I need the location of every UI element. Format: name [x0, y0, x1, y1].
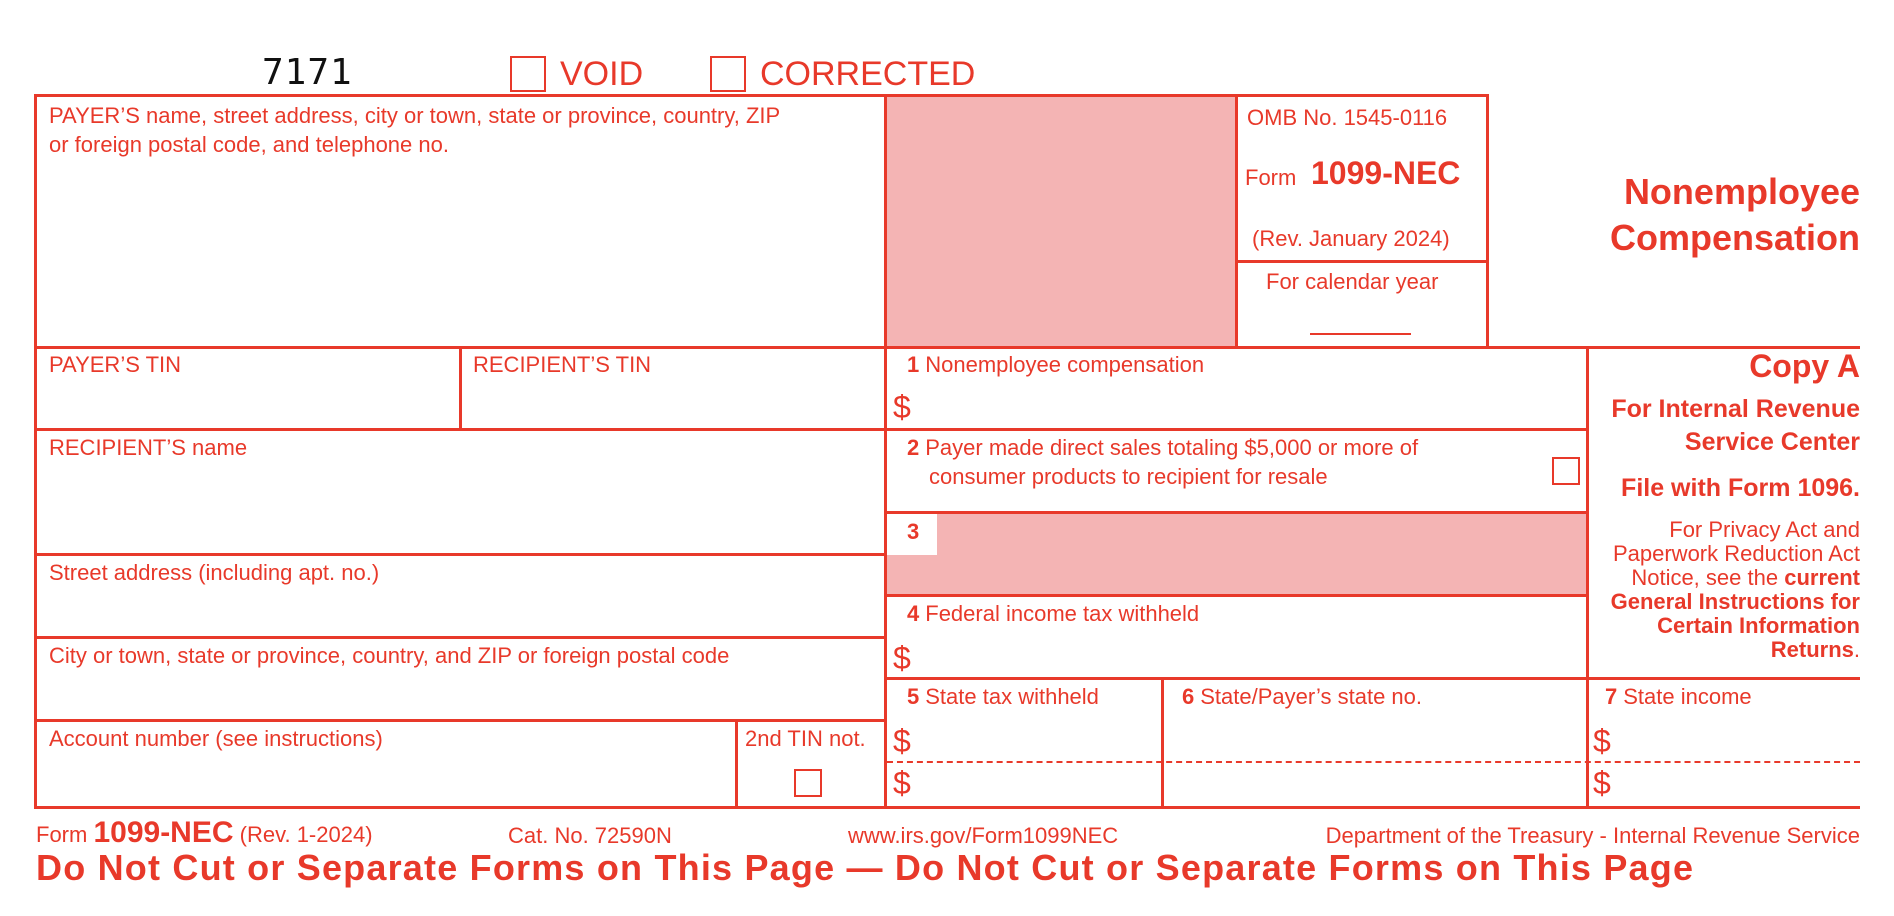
- box5-label: 5 State tax withheld: [907, 684, 1099, 709]
- box1-label: 1 Nonemployee compensation: [907, 352, 1205, 377]
- box1-dollar: $: [893, 389, 911, 425]
- form-title-line2: Compensation: [1609, 217, 1860, 258]
- corrected-checkbox[interactable]: [710, 56, 746, 92]
- form-code: 7171: [262, 52, 353, 93]
- payer-name-label-2: or foreign postal code, and telephone no.: [49, 132, 449, 157]
- void-label: VOID: [560, 55, 644, 93]
- shaded-box3-area: [887, 513, 1587, 596]
- footer-url: www.irs.gov/Form1099NEC: [848, 823, 1119, 848]
- account-number-label: Account number (see instructions): [49, 726, 383, 751]
- city-label: City or town, state or province, country, and ZIP or foreign postal code: [49, 643, 730, 668]
- privacy-line6: Returns.: [1770, 637, 1860, 662]
- box2-checkbox[interactable]: [1552, 457, 1580, 485]
- irs-line1: For Internal Revenue: [1611, 395, 1860, 423]
- form-revision: (Rev. January 2024): [1252, 226, 1450, 251]
- calendar-year-label: For calendar year: [1266, 269, 1439, 294]
- copy-label: Copy A: [1749, 348, 1860, 384]
- privacy-line4: General Instructions for: [1610, 589, 1860, 614]
- box4-label: 4 Federal income tax withheld: [907, 601, 1200, 626]
- box6-label: 6 State/Payer’s state no.: [1182, 684, 1423, 709]
- corrected-label: CORRECTED: [760, 55, 976, 93]
- box2-label-2: consumer products to recipient for resale: [929, 464, 1328, 489]
- box5-dollar-1: $: [893, 723, 911, 759]
- box7-dollar-2: $: [1593, 765, 1611, 801]
- privacy-line5: Certain Information: [1657, 613, 1860, 638]
- omb-number: OMB No. 1545-0116: [1247, 105, 1448, 130]
- form-title-line1: Nonemployee: [1623, 171, 1860, 212]
- privacy-line3: Notice, see the current: [1631, 565, 1860, 590]
- privacy-line2: Paperwork Reduction Act: [1612, 541, 1860, 566]
- footer-form: Form 1099-NEC (Rev. 1-2024): [36, 816, 373, 849]
- box7-dollar-1: $: [1593, 723, 1611, 759]
- calendar-year-blank[interactable]: [1310, 333, 1411, 335]
- box7-label: 7 State income: [1605, 684, 1752, 709]
- form-word: Form: [1245, 165, 1297, 190]
- street-address-label: Street address (including apt. no.): [49, 560, 380, 585]
- payer-tin-label: PAYER’S TIN: [49, 352, 182, 377]
- do-not-cut-warning: Do Not Cut or Separate Forms on This Page — Do Not Cut or Separate Forms on This Page: [36, 847, 1695, 888]
- box2-label-1: 2 Payer made direct sales totaling $5,000 or more of: [907, 435, 1419, 460]
- privacy-line1: For Privacy Act and: [1669, 517, 1860, 542]
- footer-department: Department of the Treasury - Internal Revenue Service: [1325, 823, 1860, 848]
- box3-label: 3: [907, 519, 920, 544]
- second-tin-label: 2nd TIN not.: [745, 726, 866, 751]
- irs-line2: Service Center: [1684, 428, 1860, 456]
- box4-dollar: $: [893, 640, 911, 676]
- box5-dollar-2: $: [893, 765, 911, 801]
- second-tin-checkbox[interactable]: [794, 769, 822, 797]
- form-name: 1099-NEC: [1311, 155, 1461, 191]
- footer-cat-no: Cat. No. 72590N: [508, 823, 672, 848]
- payer-name-label-1: PAYER’S name, street address, city or town, state or province, country, ZIP: [49, 103, 781, 128]
- recipient-tin-label: RECIPIENT’S TIN: [473, 352, 652, 377]
- void-checkbox[interactable]: [510, 56, 546, 92]
- file-with-form: File with Form 1096.: [1621, 474, 1860, 502]
- recipient-name-label: RECIPIENT’S name: [49, 435, 248, 460]
